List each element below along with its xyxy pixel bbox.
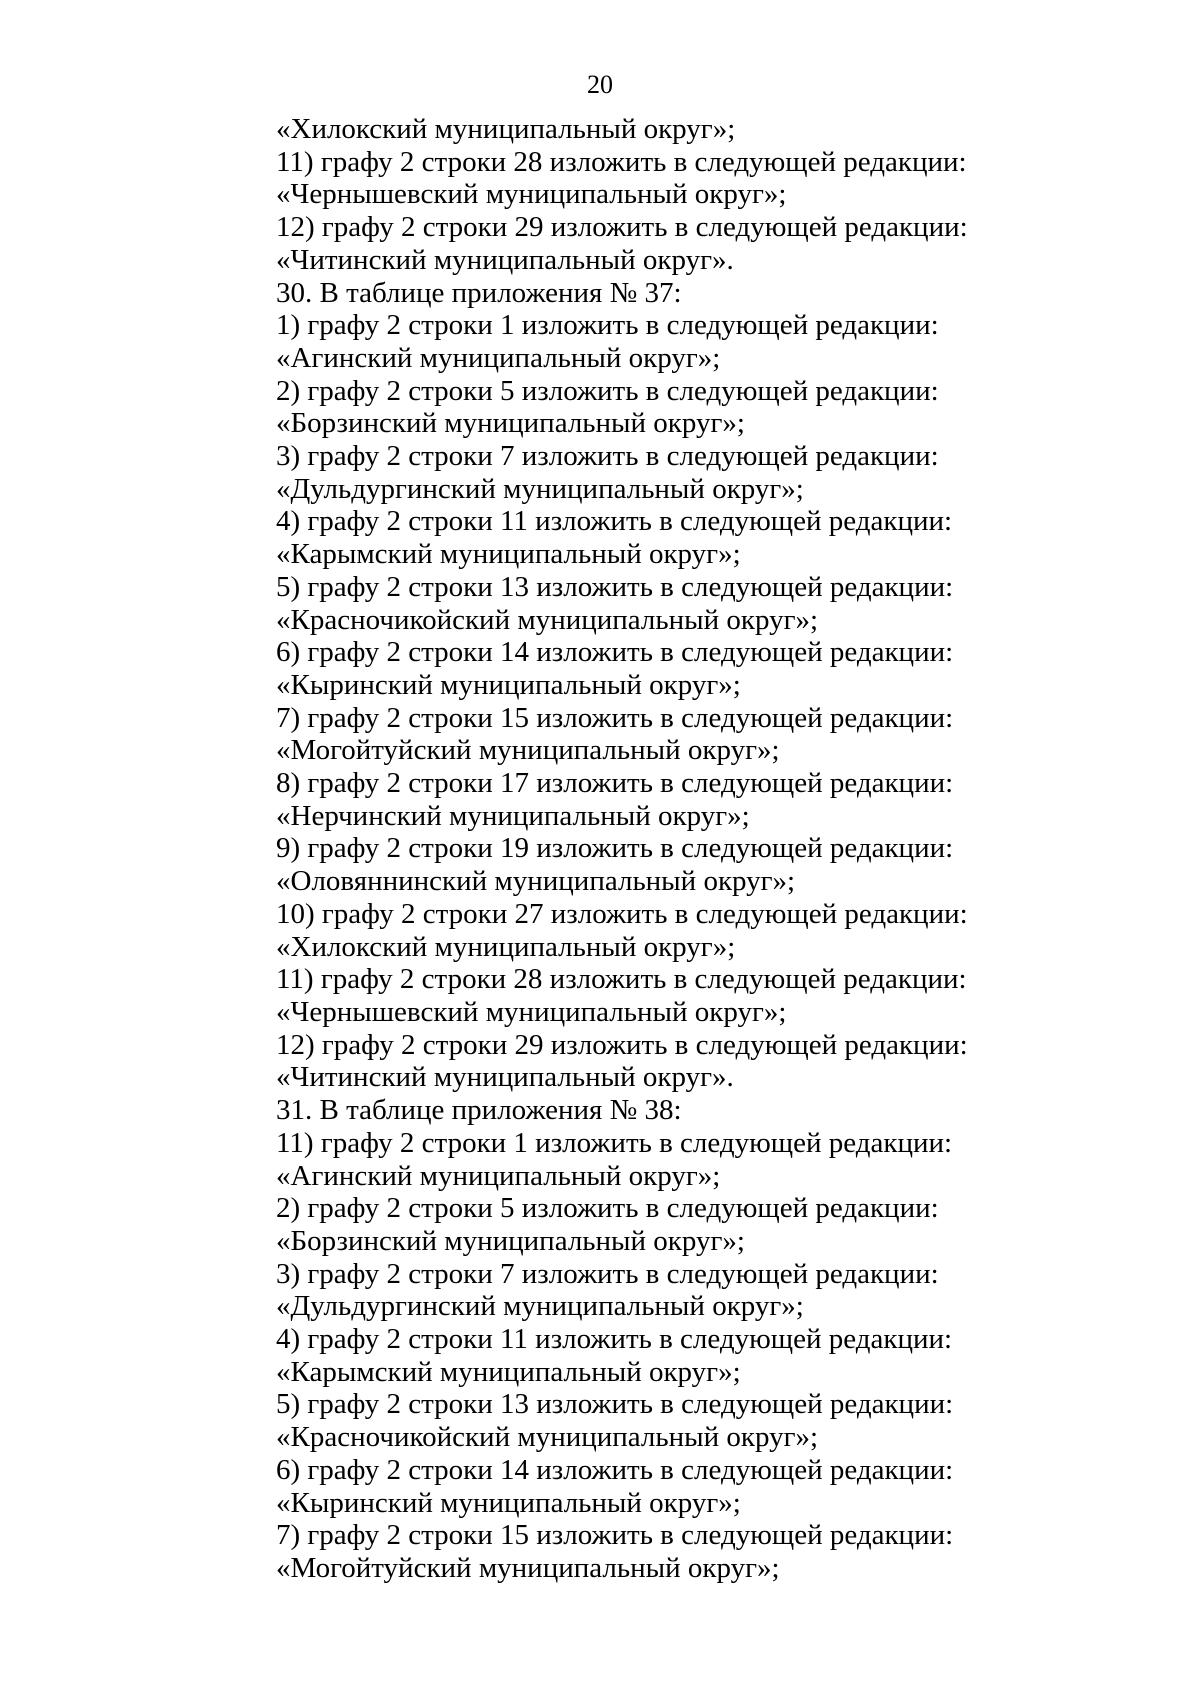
- text-line: «Красночикойский муниципальный округ»;: [276, 603, 819, 636]
- text-line: 6) графу 2 строки 14 изложить в следующей редакции:: [276, 1453, 954, 1486]
- text-line: 12) графу 2 строки 29 изложить в следующей редакции:: [276, 211, 968, 244]
- text-line: «Агинский муниципальный округ»;: [276, 341, 721, 374]
- text-line: «Красночикойский муниципальный округ»;: [276, 1421, 819, 1454]
- text-line: 12) графу 2 строки 29 изложить в следующей редакции:: [276, 1028, 968, 1061]
- text-line: «Оловяннинский муниципальный округ»;: [276, 865, 796, 898]
- text-line: «Хилокский муниципальный округ»;: [276, 930, 736, 963]
- text-line: «Чернышевский муниципальный округ»;: [276, 995, 787, 1028]
- text-line: 4) графу 2 строки 11 изложить в следующей редакции:: [276, 505, 953, 538]
- text-line: 3) графу 2 строки 7 изложить в следующей редакции:: [276, 1257, 939, 1290]
- text-line: «Агинский муниципальный округ»;: [276, 1159, 721, 1192]
- text-line: «Могойтуйский муниципальный округ»;: [276, 1551, 780, 1584]
- text-line: 6) графу 2 строки 14 изложить в следующей редакции:: [276, 636, 954, 669]
- document-body: [276, 113, 1136, 1585]
- text-line: 4) графу 2 строки 11 изложить в следующей редакции:: [276, 1323, 953, 1356]
- text-line: «Кыринский муниципальный округ»;: [276, 668, 741, 701]
- text-line: «Борзинский муниципальный округ»;: [276, 407, 745, 440]
- text-line: 11) графу 2 строки 28 изложить в следующей редакции:: [276, 145, 967, 178]
- text-line: «Кыринский муниципальный округ»;: [276, 1486, 741, 1519]
- text-line: «Читинский муниципальный округ».: [276, 1061, 734, 1094]
- text-line: «Нерчинский муниципальный округ»;: [276, 799, 750, 832]
- text-line: «Хилокский муниципальный округ»;: [276, 113, 736, 145]
- text-line: 1) графу 2 строки 1 изложить в следующей редакции:: [276, 309, 939, 342]
- text-line: 10) графу 2 строки 27 изложить в следующей редакции:: [276, 897, 968, 930]
- text-line: 30. В таблице приложения № 37:: [276, 276, 682, 309]
- text-line: 8) графу 2 строки 17 изложить в следующей редакции:: [276, 767, 954, 800]
- text-line: «Карымский муниципальный округ»;: [276, 538, 741, 571]
- text-line: «Читинский муниципальный округ».: [276, 243, 734, 276]
- text-line: 9) графу 2 строки 19 изложить в следующей редакции:: [276, 832, 954, 865]
- text-line: 31. В таблице приложения № 38:: [276, 1094, 682, 1127]
- text-line: «Чернышевский муниципальный округ»;: [276, 178, 787, 211]
- text-line: 11) графу 2 строки 28 изложить в следующей редакции:: [276, 963, 967, 996]
- text-line: «Борзинский муниципальный округ»;: [276, 1224, 745, 1257]
- page-number: 20: [587, 70, 613, 99]
- text-line: «Могойтуйский муниципальный округ»;: [276, 734, 780, 767]
- text-line: «Дульдургинский муниципальный округ»;: [276, 472, 804, 505]
- text-line: 2) графу 2 строки 5 изложить в следующей редакции:: [276, 1192, 939, 1225]
- text-line: 11) графу 2 строки 1 изложить в следующей редакции:: [276, 1126, 953, 1159]
- text-line: 3) графу 2 строки 7 изложить в следующей редакции:: [276, 440, 939, 473]
- text-line: «Карымский муниципальный округ»;: [276, 1355, 741, 1388]
- text-line: «Дульдургинский муниципальный округ»;: [276, 1290, 804, 1323]
- text-line: 5) графу 2 строки 13 изложить в следующей редакции:: [276, 570, 954, 603]
- text-line: 7) графу 2 строки 15 изложить в следующей редакции:: [276, 1519, 954, 1552]
- text-line: 5) графу 2 строки 13 изложить в следующей редакции:: [276, 1388, 954, 1421]
- text-line: 2) графу 2 строки 5 изложить в следующей редакции:: [276, 374, 939, 407]
- text-line: 7) графу 2 строки 15 изложить в следующей редакции:: [276, 701, 954, 734]
